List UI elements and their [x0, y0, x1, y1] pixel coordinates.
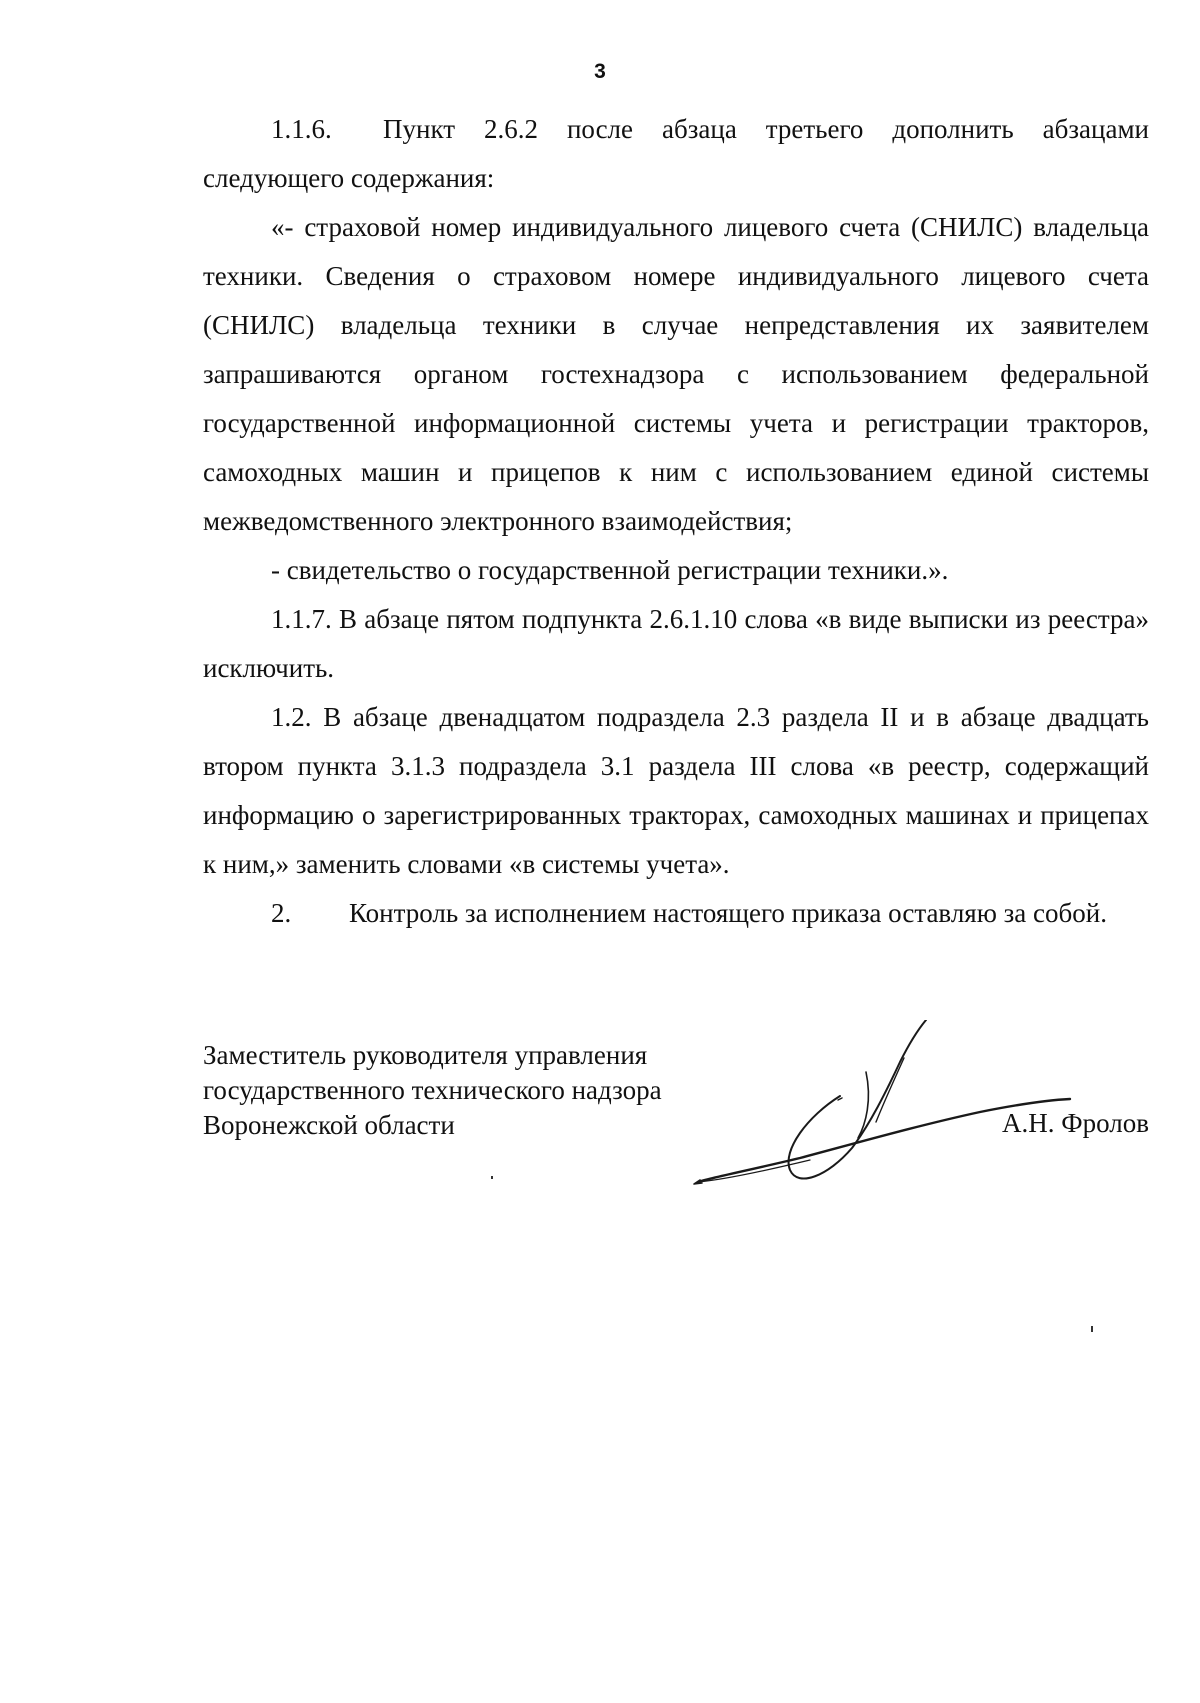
paragraph-text: - свидетельство о государственной регистрации техники.».	[271, 555, 949, 585]
signer-position	[203, 1038, 662, 1143]
paragraph-certificate	[203, 546, 1149, 595]
paragraph-number: 2.	[271, 898, 292, 928]
paragraph-snils	[203, 203, 1149, 546]
paragraph-text: Контроль за исполнением настоящего приказа оставляю за собой.	[349, 898, 1107, 928]
paragraph-2	[203, 889, 1149, 938]
signer-position-line: Воронежской области	[203, 1110, 455, 1140]
scan-speck	[491, 1176, 493, 1179]
paragraph-1-2	[203, 693, 1149, 889]
paragraph-number: 1.1.6.	[271, 114, 332, 144]
signer-position-line: государственного технического надзора	[203, 1075, 662, 1105]
paragraph-1-1-7	[203, 595, 1149, 693]
paragraph-text: 1.2. В абзаце двенадцатом подраздела 2.3 раздела II и в абзаце двадцать втором пункта 3.1.3 подраздела 3.1 раздела III слова «в реестр, содержащий информацию о зарегистрированных тракторах, самоходных машинах и прицепах к ним,» заменить словами «в системы учета».	[203, 702, 1149, 879]
document-body	[203, 105, 1149, 938]
scan-speck	[1091, 1326, 1093, 1332]
paragraph-text: «- страховой номер индивидуального лицевого счета (СНИЛС) владельца техники. Сведения о страховом номере индивидуального лицевого счета (СНИЛС) владельца техники в случае непредставления их заявителем запрашиваются органом гостехнадзора с использованием федеральной государственной информационной системы учета и регистрации тракторов, самоходных машин и прицепов к ним с использованием единой системы межведомственного электронного взаимодействия;	[203, 212, 1149, 536]
paragraph-1-1-6	[203, 105, 1149, 203]
page-number: 3	[594, 60, 606, 83]
signer-name: А.Н. Фролов	[1002, 1108, 1149, 1138]
paragraph-text: 1.1.7. В абзаце пятом подпункта 2.6.1.10 слова «в виде выписки из реестра» исключить.	[203, 604, 1149, 683]
paragraph-text: Пункт 2.6.2 после абзаца третьего дополнить абзацами следующего содержания:	[203, 114, 1149, 193]
signer-position-line: Заместитель руководителя управления	[203, 1040, 648, 1070]
